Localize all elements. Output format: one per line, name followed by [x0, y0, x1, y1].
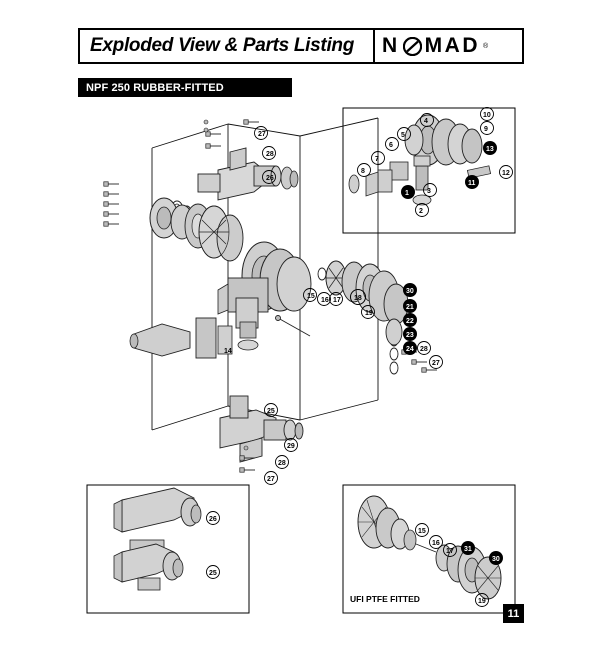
svg-text:27: 27: [267, 476, 275, 483]
header-divider: [373, 30, 375, 62]
model-bar: [78, 78, 292, 97]
svg-text:10: 10: [483, 112, 491, 119]
svg-text:2: 2: [419, 208, 423, 215]
model-bar-label: NPF 250 RUBBER-FITTED: [86, 81, 224, 94]
svg-text:25: 25: [267, 408, 275, 415]
svg-text:11: 11: [468, 180, 476, 187]
brand-text-omad: MAD: [424, 34, 480, 57]
svg-text:14: 14: [224, 348, 232, 355]
svg-text:25: 25: [209, 570, 217, 577]
svg-text:30: 30: [492, 556, 500, 563]
svg-text:28: 28: [266, 151, 274, 158]
brand-text-n: N: [382, 34, 400, 57]
svg-text:27: 27: [258, 131, 266, 138]
svg-text:15: 15: [418, 528, 426, 535]
svg-text:12: 12: [502, 170, 510, 177]
svg-text:15: 15: [307, 293, 315, 300]
brand-registered-mark: ®: [483, 42, 489, 50]
svg-text:24: 24: [406, 346, 414, 353]
svg-text:6: 6: [389, 142, 393, 149]
svg-text:26: 26: [209, 516, 217, 523]
svg-text:18: 18: [354, 295, 362, 302]
svg-text:17: 17: [446, 548, 454, 555]
svg-text:4: 4: [424, 118, 428, 125]
svg-text:16: 16: [432, 540, 440, 547]
svg-text:31: 31: [464, 546, 472, 553]
page-number-badge: 11: [503, 604, 524, 623]
svg-text:7: 7: [375, 156, 379, 163]
svg-text:1: 1: [405, 190, 409, 197]
brand-logo: [382, 30, 488, 62]
page-header: [78, 28, 524, 64]
svg-text:22: 22: [406, 318, 414, 325]
svg-text:29: 29: [287, 443, 295, 450]
svg-text:23: 23: [406, 332, 414, 339]
svg-text:26: 26: [266, 175, 274, 182]
svg-text:UFI PTFE FITTED: UFI PTFE FITTED: [350, 594, 420, 604]
svg-text:13: 13: [486, 146, 494, 153]
svg-text:27: 27: [432, 360, 440, 367]
nomad-o-logo-icon: [403, 37, 422, 56]
svg-text:30: 30: [406, 288, 414, 295]
exploded-view-drawing: [78, 100, 524, 620]
svg-text:21: 21: [406, 304, 414, 311]
svg-text:19: 19: [478, 598, 486, 605]
page-title: Exploded View & Parts Listing: [90, 35, 355, 56]
svg-text:19: 19: [365, 310, 373, 317]
svg-text:8: 8: [361, 168, 365, 175]
svg-text:3: 3: [427, 188, 431, 195]
svg-text:28: 28: [420, 346, 428, 353]
svg-text:5: 5: [401, 132, 405, 139]
svg-text:28: 28: [278, 460, 286, 467]
svg-text:16: 16: [321, 297, 329, 304]
svg-text:17: 17: [333, 297, 341, 304]
svg-text:9: 9: [484, 126, 488, 133]
